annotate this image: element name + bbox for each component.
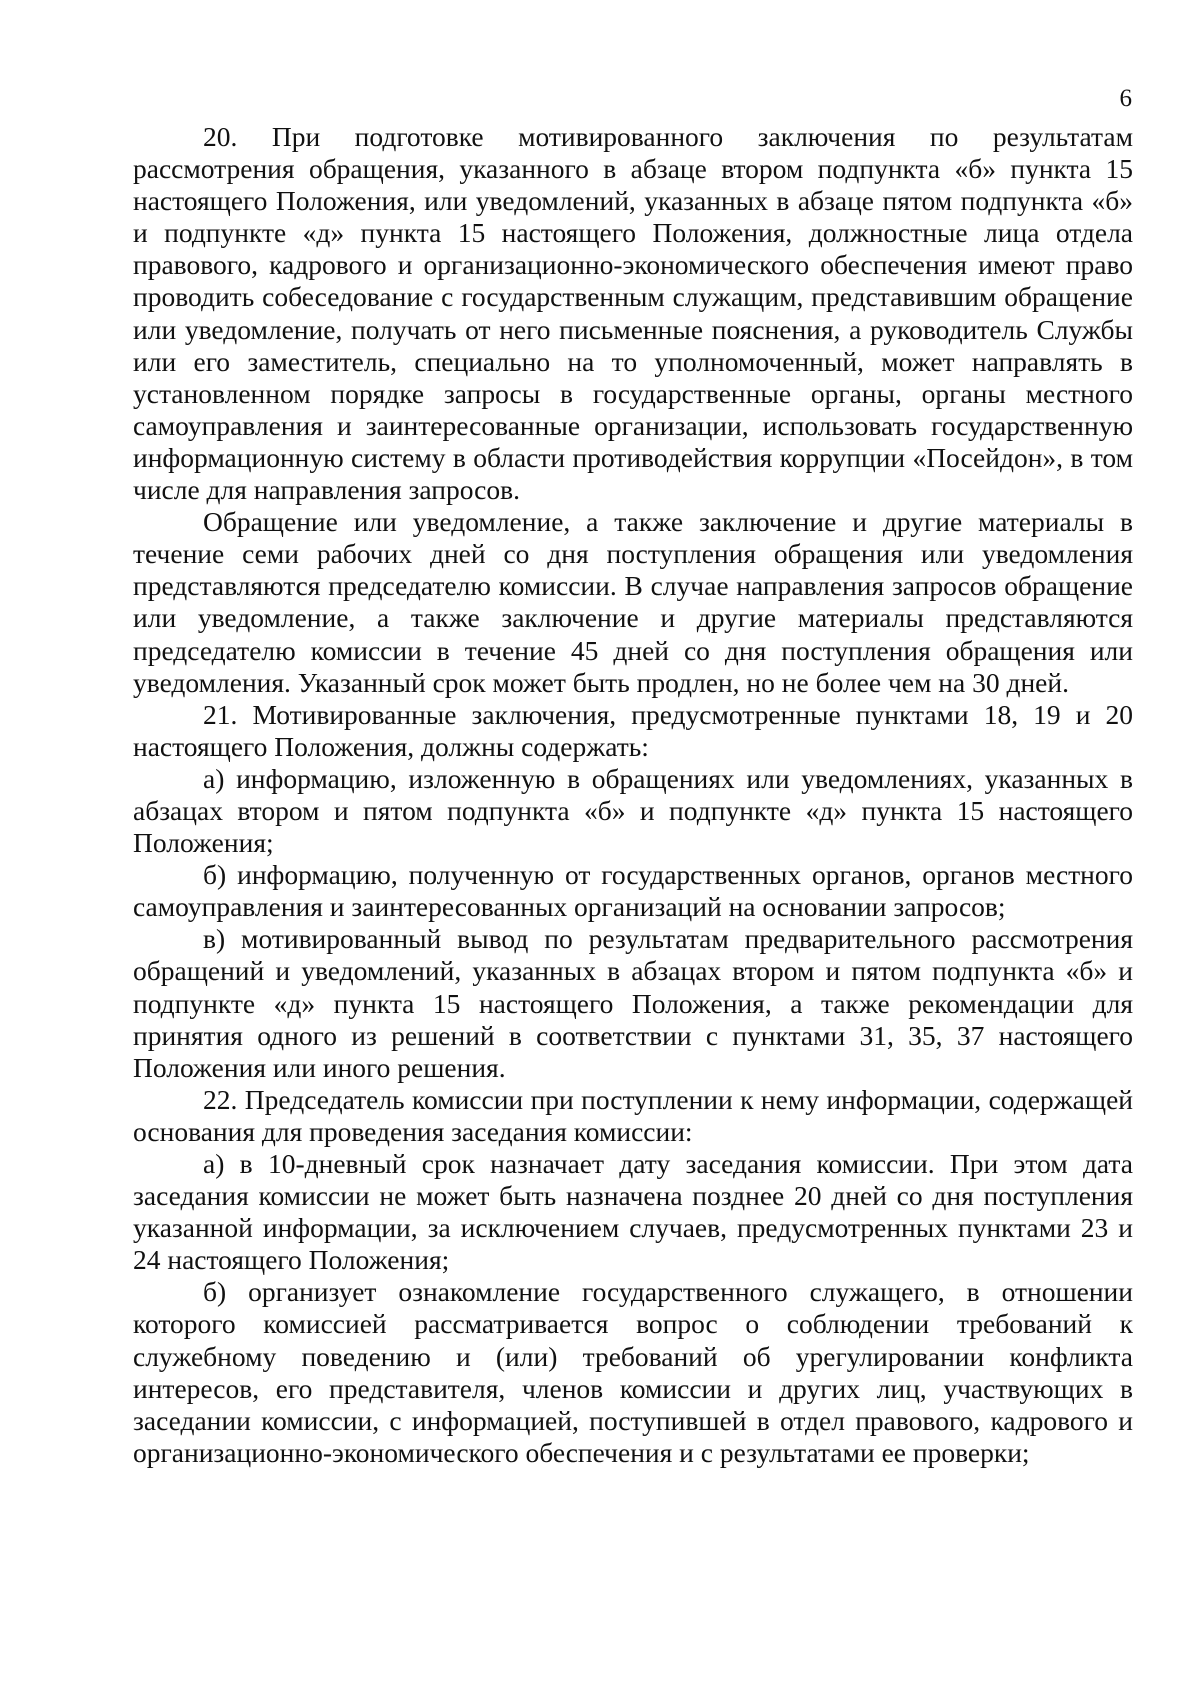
paragraph-21: 21. Мотивированные заключения, предусмотренные пунктами 18, 19 и 20 настоящего Положения, должны содержать: — [133, 698, 1133, 762]
paragraph-22: 22. Председатель комиссии при поступлении к нему информации, содержащей основания для проведения заседания комиссии: — [133, 1083, 1133, 1147]
paragraph-22-b: б) организует ознакомление государственного служащего, в отношении которого комиссией рассматривается вопрос о соблюдении требований к служебному поведению и (или) требований об урегулировании конфликта интересов, его представителя, членов комиссии и других лиц, участвующих в заседании комиссии, с информацией, поступившей в отдел правового, кадрового и организационно-экономического обеспечения и с результатами ее проверки; — [133, 1276, 1133, 1468]
page-number: 6 — [1119, 85, 1132, 112]
paragraph-20: 20. При подготовке мотивированного заключения по результатам рассмотрения обращения, указанного в абзаце втором подпункта «б» пункта 15 настоящего Положения, или уведомлений, указанных в абзаце пятом подпункта «б» и подпункте «д» пункта 15 настоящего Положения, должностные лица отдела правового, кадрового и организационно-экономического обеспечения имеют право проводить собеседование с государственным служащим, представившим обращение или уведомление, получать от него письменные пояснения, а руководитель Службы или его заместитель, специально на то уполномоченный, может направлять в установленном порядке запросы в государственные органы, органы местного самоуправления и заинтересованные организации, использовать государственную информационную систему в области противодействия коррупции «Посейдон», в том числе для направления запросов. — [133, 121, 1133, 506]
document-body — [133, 121, 1133, 1469]
paragraph-20-submission: Обращение или уведомление, а также заключение и другие материалы в течение семи рабочих дней со дня поступления обращения или уведомления представляются председателю комиссии. В случае направления запросов обращение или уведомление, а также заключение и другие материалы представляются председателю комиссии в течение 45 дней со дня поступления обращения или уведомления. Указанный срок может быть продлен, но не более чем на 30 дней. — [133, 506, 1133, 698]
paragraph-21-a: а) информацию, изложенную в обращениях или уведомлениях, указанных в абзацах втором и пятом подпункта «б» и подпункте «д» пункта 15 настоящего Положения; — [133, 762, 1133, 859]
paragraph-22-a: а) в 10-дневный срок назначает дату заседания комиссии. При этом дата заседания комиссии не может быть назначена позднее 20 дней со дня поступления указанной информации, за исключением случаев, предусмотренных пунктами 23 и 24 настоящего Положения; — [133, 1148, 1133, 1276]
paragraph-21-b: б) информацию, полученную от государственных органов, органов местного самоуправления и заинтересованных организаций на основании запросов; — [133, 859, 1133, 923]
paragraph-21-v: в) мотивированный вывод по результатам предварительного рассмотрения обращений и уведомлений, указанных в абзацах втором и пятом подпункта «б» и подпункте «д» пункта 15 настоящего Положения, а также рекомендации для принятия одного из решений в соответствии с пунктами 31, 35, 37 настоящего Положения или иного решения. — [133, 923, 1133, 1083]
